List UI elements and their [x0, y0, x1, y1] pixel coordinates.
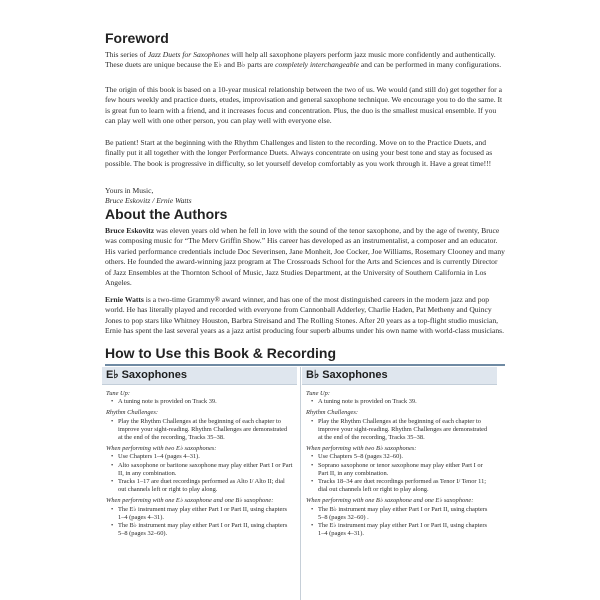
list-item: • Use Chapters 1–4 (pages 4–31). — [106, 453, 293, 461]
eb-column-title: E♭ Saxophones — [102, 367, 297, 385]
bb-rhythm-item: • Play the Rhythm Challenges at the beginning of each chapter to improve your sight-reading. Rhythm Challenges are demonstrated at the end of the recording, Tracks 35–38. — [306, 418, 493, 443]
list-item: • Soprano saxophone or tenor saxophone may play either Part I or Part II, in any combination. — [306, 462, 493, 478]
eb-column — [102, 367, 297, 538]
eb-rhythm-label: Rhythm Challenges: — [106, 409, 159, 417]
bb-rhythm-label: Rhythm Challenges: — [306, 409, 359, 417]
bb-column-title: B♭ Saxophones — [302, 367, 497, 385]
list-item: • The E♭ instrument may play either Part I or Part II, using chapters 1–4 (pages 4–31). — [306, 522, 493, 538]
authors-heading: About the Authors — [105, 206, 228, 222]
bb-column — [302, 367, 497, 538]
foreword-paragraph-1: This series of Jazz Duets for Saxophones will help all saxophone players perform jazz music more confidently and authentically. These duets are unique because the E♭ and B♭ parts are completely interchangeable and can be performed in many configurations. — [105, 50, 502, 70]
eb-rhythm-item: • Play the Rhythm Challenges at the beginning of each chapter to improve your sight-reading. Rhythm Challenges are demonstrated at the end of the recording, Tracks 35–38. — [106, 418, 293, 443]
bb-two-label: When performing with two B♭ saxophones: — [306, 445, 417, 453]
eb-two-label: When performing with two E♭ saxophones: — [106, 445, 217, 453]
bb-tune-up-item: • A tuning note is provided on Track 39. — [306, 398, 493, 406]
signature: Bruce Eskovitz / Ernie Watts — [105, 196, 192, 205]
series-title: Jazz Duets for Saxophones — [147, 50, 230, 59]
list-item: • Tracks 18–34 are duet recordings performed as Tenor I/ Tenor 11; dial out channels left or right to play along. — [306, 478, 493, 494]
foreword-heading: Foreword — [105, 30, 169, 46]
bb-tune-up-label: Tune Up: — [306, 390, 330, 397]
ernie-bio: Ernie Watts is a two-time Grammy® award winner, and has one of the most distinguished careers in the modern jazz and pop world. He has literally played and recorded with everyone from Cannonball Adderley, Charlie Haden, Pat Metheny and Quincy Jones to pop stars like Whitney Houston, Barbra Streisand and The Rolling Stones. After 20 years as a top-flight studio musician, Ernie has spent the last several years as a jazz artist producing four superb albums under his own name with world-class musicians. — [105, 295, 504, 336]
howto-heading: How to Use this Book & Recording — [105, 345, 337, 361]
foreword-paragraph-2: The origin of this book is based on a 10-year musical relationship between the two of us. We would (and still do) get together for a few hours weekly and practice duets, etudes, improvisation and general saxophone technique. We encourage you to do the same. It is great fun to learn with a friend, and it increases focus and concentration. Plus, the duo is the smallest musical ensemble. If you can play well with one other person, you can play well with everyone else. — [105, 85, 503, 126]
eb-tune-up-item: • A tuning note is provided on Track 39. — [106, 398, 293, 406]
list-item: • Alto saxophone or baritone saxophone may play either Part I or Part II, in any combination. — [106, 462, 293, 478]
list-item: • The B♭ instrument may play either Part I or Part II, using chapters 5–8 (pages 32–60) . — [306, 506, 493, 522]
emphasis: completely interchangeable — [275, 60, 360, 70]
list-item: • The B♭ instrument may play either Part I or Part II, using chapters 5–8 (pages 32–60). — [106, 522, 293, 538]
eb-tune-up-label: Tune Up: — [106, 390, 130, 397]
closing: Yours in Music, — [105, 186, 154, 195]
bruce-bio: Bruce Eskovitz was eleven years old when he fell in love with the sound of the tenor saxophone, and by the age of twenty, Bruce was composing music for “The Merv Griffin Show.” His career has developed as an instrumentalist, a composer and an educator. His varied performance credentials include Doc Severinsen, Jane Monheit, Joe Cocker, Joe Williams, Rosemary Clooney and many others. He founded the award-winning jazz program at The Crossroads School for the Arts and Sciences and is currently Director of Jazz Ensembles at the Thornton School of Music, Jazz Studies Department, at the University of Southern California in Los Angeles. — [105, 226, 505, 288]
ernie-name: Ernie Watts — [105, 295, 144, 304]
foreword-paragraph-3: Be patient! Start at the beginning with the Rhythm Challenges and listen to the recording. Move on to the Practice Duets, and finally put it all together with the longer Performance Duets. Always concentrate on using your best tone and stay as focused as possible. The book is progressive in difficulty, so let yourself develop comfortably as you work through it. Have a great time!!! — [105, 138, 493, 168]
list-item: • The E♭ instrument may play either Part I or Part II, using chapters 1–4 (pages 4–31). — [106, 506, 293, 522]
bruce-name: Bruce Eskovitz — [105, 226, 155, 235]
list-item: • Use Chapters 5–8 (pages 32–60). — [306, 453, 493, 461]
eb-one-label: When performing with one E♭ saxophone and one B♭ saxophone: — [106, 497, 274, 505]
column-divider — [300, 367, 301, 600]
section-rule — [105, 364, 505, 366]
bb-one-label: When performing with one B♭ saxophone and one E♭ saxophone: — [306, 497, 474, 505]
list-item: • Tracks 1–17 are duet recordings performed as Alto I/ Alto II; dial out channels left or right to play along. — [106, 478, 293, 494]
